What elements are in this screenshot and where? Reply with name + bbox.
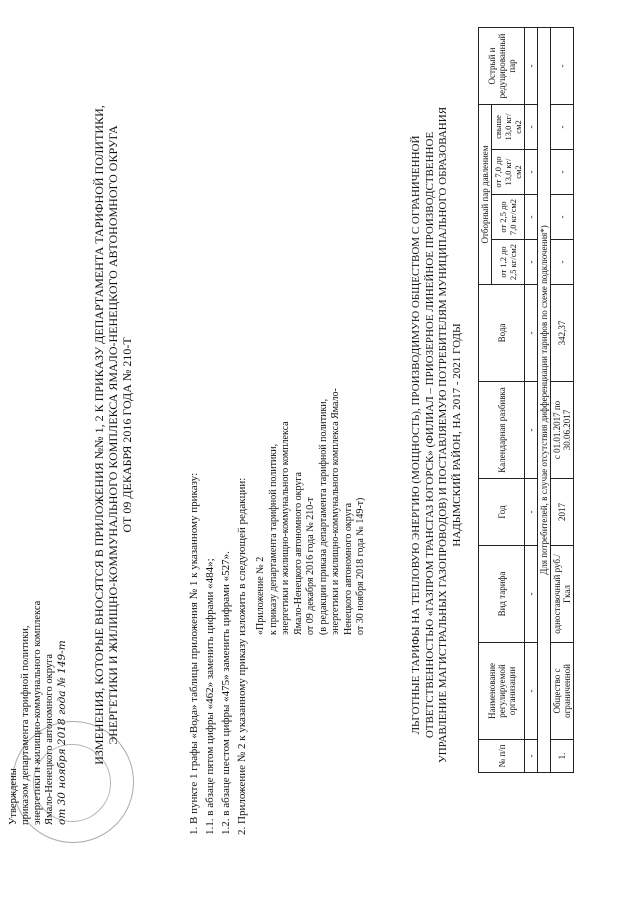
cell: - [551,195,574,240]
approval-block [8,601,68,825]
col-pressure-1: от 1,2 до 2,5 кг/см2 [492,240,525,285]
col-pressure-4: свыше 13,0 кг/см2 [492,105,525,150]
col-year: Год [479,479,525,546]
annex-line: энергетики и жилищно-коммунального комплекса [280,421,291,635]
table-header-row [479,28,492,773]
cell: - [525,240,538,285]
change-item: 1. В пункте 1 графы «Вода» таблицы приложения № 1 к указанному приказу: [188,472,200,835]
col-pressure-2: от 2,5 до 7,0 кг/см2 [492,195,525,240]
annex-line: от 30 ноября 2018 года № 149-т) [355,497,366,635]
cell: - [525,105,538,150]
cell: - [525,740,538,773]
title-line: ЭНЕРГЕТИКИ И ЖИЛИЩНО-КОММУНАЛЬНОГО КОМПЛЕКСА ЯМАЛО-НЕНЕЦКОГО АВТОНОМНОГО ОКРУГА [106,125,120,745]
col-kind: Вид тарифа [479,546,525,643]
table-row [551,28,574,773]
heading-line: ЛЬГОТНЫЕ ТАРИФЫ НА ТЕПЛОВУЮ ЭНЕРГИЮ (МОЩНОСТЬ), ПРОИЗВОДИМУЮ ОБЩЕСТВОМ С ОГРАНИЧЕННОЙ [410,135,422,735]
cell: - [551,240,574,285]
table-row [538,28,551,773]
tariff-heading [410,25,464,845]
cell: - [525,643,538,740]
col-steam: Отборный пар давлением [479,105,492,285]
cell: - [551,28,574,105]
annex-line: энергетики и жилищно-коммунального комплекса Ямало- [330,388,341,635]
annex-line: Ненецкого автономного округа [342,502,354,635]
span-row: Для потребителей, в случае отсутствия дифференциации тарифов по схеме подключения*) [538,28,551,773]
cell: 1. [551,740,574,773]
annex-line: «Приложение № 2 [255,556,266,635]
approval-line: от 30 ноября 2018 года № 149-т [56,640,68,825]
cell: Общество с ограниченной [551,643,574,740]
heading-line: УПРАВЛЕНИЕ МАГИСТРАЛЬНЫХ ГАЗОПРОВОДОВ) И ПОСТАВЛЯЕМУЮ ПОТРЕБИТЕЛЯМ МУНИЦИПАЛЬНОГО ОБРАЗОВАНИЯ [437,106,449,764]
annex-header [255,388,368,635]
cell: 342,37 [551,285,574,382]
cell: - [525,382,538,479]
tariff-table [478,27,574,773]
cell: - [525,150,538,195]
change-item: 2. Приложение № 2 к указанному приказу изложить в следующей редакции: [236,477,248,835]
title-line: ОТ 09 ДЕКАБРЯ 2016 ГОДА № 210-Т [120,337,134,533]
cell: - [525,285,538,382]
col-water: Вода [479,285,525,382]
cell: - [525,195,538,240]
approval-line: энергетики и жилищно-коммунального комплекса [32,600,43,825]
col-sharp-steam: Острый и редуцированный пар [479,28,525,105]
cell: - [551,150,574,195]
annex-line: Ямало-Ненецкого автономного округа [292,472,304,635]
col-pressure-3: от 7,0 до 13,0 кг/см2 [492,150,525,195]
cell: - [525,28,538,105]
approval-line: Утверждены [8,768,19,825]
col-num: № п/п [479,740,525,773]
approval-line: Ямало-Ненецкого автономного округа [44,653,55,825]
heading-line: ОТВЕТСТВЕННОСТЬЮ «ГАЗПРОМ ТРАНСГАЗ ЮГОРСК» (ФИЛИАЛ – ПРИОЗЕРНОЕ ЛИНЕЙНОЕ ПРОИЗВОДСТВЕННОЕ [423,131,436,739]
change-item: 1.2. в абзаце шестом цифры «475» заменить цифрами «527». [220,551,232,835]
col-org: Наименование регулируемой организации [479,643,525,740]
change-item: 1.1. в абзаце пятом цифры «462» заменить цифрами «484»; [204,558,216,835]
cell: - [525,479,538,546]
annex-line: от 09 декабря 2016 года № 210-т [305,497,316,635]
heading-line: НАДЫМСКИЙ РАЙОН, НА 2017 - 2021 ГОДЫ [450,323,463,547]
annex-line: (в редакции приказа департамента тарифной политики, [317,398,329,635]
col-calendar: Календарная разбивка [479,382,525,479]
cell: с 01.01.2017 по 30.06.2017 [551,382,574,479]
cell: - [551,105,574,150]
cell: - [525,546,538,643]
cell: одноставочный руб./Гкал [551,546,574,643]
annex-line: к приказу департамента тарифной политики, [267,443,279,635]
cell: 2017 [551,479,574,546]
approval-line: приказом департамента тарифной политики, [20,625,31,825]
document-title [92,25,134,845]
title-line: ИЗМЕНЕНИЯ, КОТОРЫЕ ВНОСЯТСЯ В ПРИЛОЖЕНИЯ №№ 1, 2 К ПРИКАЗУ ДЕПАРТАМЕНТА ТАРИФНОЙ ПОЛИТИКИ, [92,105,106,765]
table-row [525,28,538,773]
